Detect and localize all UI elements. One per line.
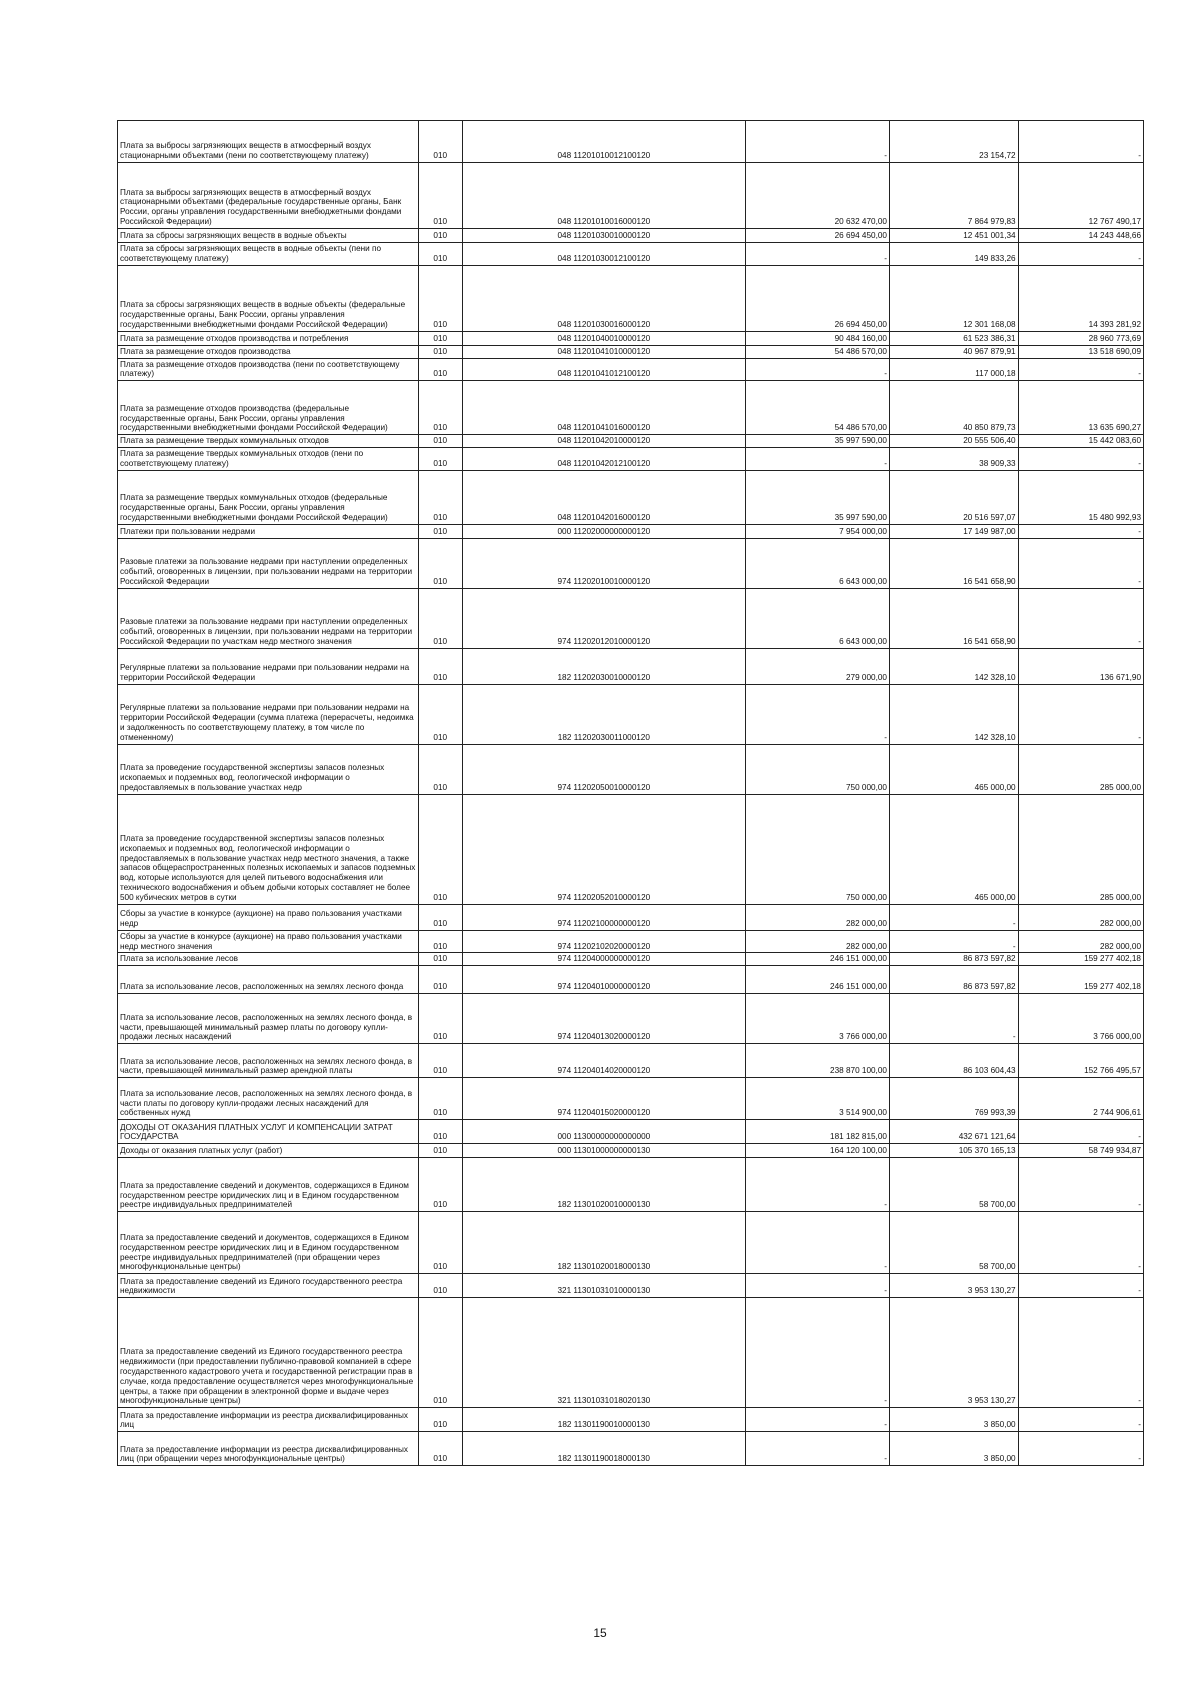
cell-executed: 86 873 597,82 xyxy=(889,966,1018,994)
cell-line: 010 xyxy=(418,1274,462,1298)
cell-approved: 26 694 450,00 xyxy=(745,265,889,331)
cell-unexecuted: - xyxy=(1018,538,1143,588)
cell-executed: 7 864 979,83 xyxy=(889,163,1018,229)
cell-name: Разовые платежи за пользование недрами при наступлении определенных событий, оговоренных в лицензии, при пользовании недрами на территории Российской Федерации xyxy=(118,538,419,588)
cell-code: 182 11301020018000130 xyxy=(462,1212,745,1274)
cell-line: 010 xyxy=(418,588,462,648)
cell-name: Плата за использование лесов, расположенных на землях лесного фонда xyxy=(118,966,419,994)
table-row xyxy=(118,904,1144,930)
cell-unexecuted: 3 766 000,00 xyxy=(1018,994,1143,1044)
cell-executed: 23 154,72 xyxy=(889,121,1018,163)
table-row xyxy=(118,1298,1144,1408)
cell-code: 048 11201041012100120 xyxy=(462,358,745,381)
cell-unexecuted: 159 277 402,18 xyxy=(1018,953,1143,966)
table-row xyxy=(118,538,1144,588)
cell-name: Разовые платежи за пользование недрами при наступлении определенных событий, оговоренных в лицензии, при пользовании недрами на территории Российской Федерации по участкам недр местного значения xyxy=(118,588,419,648)
cell-unexecuted: - xyxy=(1018,1274,1143,1298)
cell-executed: - xyxy=(889,994,1018,1044)
cell-name: Регулярные платежи за пользование недрами при пользовании недрами на территории Российской Федерации xyxy=(118,648,419,684)
cell-code: 048 11201030010000120 xyxy=(462,229,745,243)
cell-name: Плата за размещение отходов производства и потребления xyxy=(118,331,419,345)
cell-name: Плата за выбросы загрязняющих веществ в атмосферный воздух стационарными объектами (федеральные государственные органы, Банк России, органы управления государственными внебюджетными фондами Российской Федерации) xyxy=(118,163,419,229)
cell-line: 010 xyxy=(418,684,462,744)
report-sheet xyxy=(117,120,1144,1466)
cell-executed: 16 541 658,90 xyxy=(889,538,1018,588)
cell-name: Плата за предоставление информации из реестра дисквалифицированных лиц (при обращении через многофункциональные центры) xyxy=(118,1432,419,1466)
cell-name: Плата за проведение государственной экспертизы запасов полезных ископаемых и подземных вод, геологической информации о предоставляемых в пользование участках недр xyxy=(118,744,419,794)
cell-code: 182 11301020010000130 xyxy=(462,1158,745,1212)
cell-code: 048 11201040010000120 xyxy=(462,331,745,345)
cell-line: 010 xyxy=(418,229,462,243)
cell-code: 048 11201030016000120 xyxy=(462,265,745,331)
revenue-table-body xyxy=(118,121,1144,1466)
cell-line: 010 xyxy=(418,1298,462,1408)
cell-executed: 86 873 597,82 xyxy=(889,953,1018,966)
cell-line: 010 xyxy=(418,1120,462,1144)
cell-approved: 3 514 900,00 xyxy=(745,1078,889,1120)
table-row xyxy=(118,435,1144,448)
cell-code: 974 11204015020000120 xyxy=(462,1078,745,1120)
cell-line: 010 xyxy=(418,163,462,229)
cell-line: 010 xyxy=(418,345,462,358)
cell-unexecuted: 13 635 690,27 xyxy=(1018,381,1143,435)
table-row xyxy=(118,524,1144,538)
table-row xyxy=(118,994,1144,1044)
cell-name: Плата за размещение отходов производства xyxy=(118,345,419,358)
table-row xyxy=(118,648,1144,684)
cell-code: 974 11202050010000120 xyxy=(462,744,745,794)
cell-unexecuted: - xyxy=(1018,1298,1143,1408)
cell-name: Плата за использование лесов, расположенных на землях лесного фонда, в части платы по договору купли-продажи лесных насаждений для собственных нужд xyxy=(118,1078,419,1120)
cell-unexecuted: - xyxy=(1018,1120,1143,1144)
cell-approved: - xyxy=(745,358,889,381)
cell-unexecuted: - xyxy=(1018,448,1143,471)
cell-unexecuted: 2 744 906,61 xyxy=(1018,1078,1143,1120)
cell-approved: 35 997 590,00 xyxy=(745,435,889,448)
cell-line: 010 xyxy=(418,1078,462,1120)
cell-unexecuted: 13 518 690,09 xyxy=(1018,345,1143,358)
cell-executed: 142 328,10 xyxy=(889,648,1018,684)
cell-approved: 3 766 000,00 xyxy=(745,994,889,1044)
cell-code: 321 11301031018020130 xyxy=(462,1298,745,1408)
table-row xyxy=(118,953,1144,966)
cell-line: 010 xyxy=(418,1144,462,1158)
cell-executed: 16 541 658,90 xyxy=(889,588,1018,648)
cell-executed: 12 451 001,34 xyxy=(889,229,1018,243)
cell-unexecuted: - xyxy=(1018,524,1143,538)
table-row xyxy=(118,243,1144,266)
cell-approved: - xyxy=(745,1408,889,1432)
cell-unexecuted: - xyxy=(1018,1212,1143,1274)
cell-executed: 38 909,33 xyxy=(889,448,1018,471)
cell-line: 010 xyxy=(418,1432,462,1466)
cell-unexecuted: 152 766 495,57 xyxy=(1018,1044,1143,1078)
cell-approved: 7 954 000,00 xyxy=(745,524,889,538)
cell-approved: - xyxy=(745,1212,889,1274)
cell-code: 048 11201010012100120 xyxy=(462,121,745,163)
cell-executed: 12 301 168,08 xyxy=(889,265,1018,331)
cell-unexecuted: - xyxy=(1018,588,1143,648)
cell-name: Плата за размещение твердых коммунальных отходов (пени по соответствующему платежу) xyxy=(118,448,419,471)
cell-executed: 40 967 879,91 xyxy=(889,345,1018,358)
cell-name: Плата за сбросы загрязняющих веществ в водные объекты (пени по соответствующему платежу) xyxy=(118,243,419,266)
cell-approved: 54 486 570,00 xyxy=(745,381,889,435)
cell-executed: 40 850 879,73 xyxy=(889,381,1018,435)
cell-code: 974 11202010010000120 xyxy=(462,538,745,588)
cell-name: Плата за предоставление сведений и документов, содержащихся в Едином государственном реестре юридических лиц и в Едином государственном реестре индивидуальных предпринимателей xyxy=(118,1158,419,1212)
cell-executed: 86 103 604,43 xyxy=(889,1044,1018,1078)
cell-line: 010 xyxy=(418,121,462,163)
cell-unexecuted: 14 393 281,92 xyxy=(1018,265,1143,331)
cell-name: Плата за размещение твердых коммунальных отходов (федеральные государственные органы, Банк России, органы управления государственными внебюджетными фондами Российской Федерации) xyxy=(118,470,419,524)
cell-code: 974 11204014020000120 xyxy=(462,1044,745,1078)
cell-line: 010 xyxy=(418,331,462,345)
table-row xyxy=(118,265,1144,331)
cell-name: Сборы за участие в конкурсе (аукционе) на право пользования участками недр xyxy=(118,904,419,930)
table-row xyxy=(118,966,1144,994)
table-row xyxy=(118,470,1144,524)
table-row xyxy=(118,794,1144,904)
cell-name: Плата за использование лесов xyxy=(118,953,419,966)
cell-line: 010 xyxy=(418,435,462,448)
cell-name: Плата за размещение отходов производства (пени по соответствующему платежу) xyxy=(118,358,419,381)
cell-code: 182 11202030011000120 xyxy=(462,684,745,744)
table-row xyxy=(118,358,1144,381)
cell-unexecuted: 282 000,00 xyxy=(1018,930,1143,953)
cell-line: 010 xyxy=(418,953,462,966)
cell-approved: 26 694 450,00 xyxy=(745,229,889,243)
cell-approved: - xyxy=(745,243,889,266)
cell-unexecuted: 28 960 773,69 xyxy=(1018,331,1143,345)
cell-line: 010 xyxy=(418,744,462,794)
cell-executed: 20 555 506,40 xyxy=(889,435,1018,448)
cell-line: 010 xyxy=(418,904,462,930)
cell-executed: 3 850,00 xyxy=(889,1432,1018,1466)
table-row xyxy=(118,1432,1144,1466)
cell-line: 010 xyxy=(418,358,462,381)
cell-unexecuted: - xyxy=(1018,358,1143,381)
cell-unexecuted: 58 749 934,87 xyxy=(1018,1144,1143,1158)
cell-code: 000 11300000000000000 xyxy=(462,1120,745,1144)
cell-name: Плата за выбросы загрязняющих веществ в атмосферный воздух стационарными объектами (пени по соответствующему платежу) xyxy=(118,121,419,163)
cell-executed: 432 671 121,64 xyxy=(889,1120,1018,1144)
cell-line: 010 xyxy=(418,243,462,266)
cell-line: 010 xyxy=(418,381,462,435)
cell-executed: 769 993,39 xyxy=(889,1078,1018,1120)
table-row xyxy=(118,1158,1144,1212)
cell-approved: 6 643 000,00 xyxy=(745,538,889,588)
cell-line: 010 xyxy=(418,265,462,331)
cell-approved: 282 000,00 xyxy=(745,904,889,930)
cell-code: 974 11202102020000120 xyxy=(462,930,745,953)
cell-name: Плата за предоставление сведений и документов, содержащихся в Едином государственном реестре юридических лиц и в Едином государственном реестре индивидуальных предпринимателей (при обращении через многофункциональные центры) xyxy=(118,1212,419,1274)
cell-unexecuted: 15 480 992,93 xyxy=(1018,470,1143,524)
cell-approved: 750 000,00 xyxy=(745,794,889,904)
cell-line: 010 xyxy=(418,524,462,538)
cell-approved: 246 151 000,00 xyxy=(745,953,889,966)
table-row xyxy=(118,930,1144,953)
cell-approved: 246 151 000,00 xyxy=(745,966,889,994)
cell-executed: 105 370 165,13 xyxy=(889,1144,1018,1158)
cell-name: Плата за сбросы загрязняющих веществ в водные объекты xyxy=(118,229,419,243)
cell-approved: - xyxy=(745,684,889,744)
cell-name: Доходы от оказания платных услуг (работ) xyxy=(118,1144,419,1158)
cell-name: Плата за размещение твердых коммунальных отходов xyxy=(118,435,419,448)
cell-name: Плата за предоставление сведений из Единого государственного реестра недвижимости xyxy=(118,1274,419,1298)
cell-name: Плата за использование лесов, расположенных на землях лесного фонда, в части, превышающей минимальный размер арендной платы xyxy=(118,1044,419,1078)
cell-approved: 164 120 100,00 xyxy=(745,1144,889,1158)
cell-unexecuted: - xyxy=(1018,684,1143,744)
cell-code: 048 11201042016000120 xyxy=(462,470,745,524)
cell-executed: 17 149 987,00 xyxy=(889,524,1018,538)
cell-executed: - xyxy=(889,904,1018,930)
cell-approved: 181 182 815,00 xyxy=(745,1120,889,1144)
table-row xyxy=(118,121,1144,163)
table-row xyxy=(118,1212,1144,1274)
cell-approved: 54 486 570,00 xyxy=(745,345,889,358)
table-row xyxy=(118,381,1144,435)
cell-code: 974 11202100000000120 xyxy=(462,904,745,930)
cell-name: Плата за размещение отходов производства (федеральные государственные органы, Банк России, органы управления государственными внебюджетными фондами Российской Федерации) xyxy=(118,381,419,435)
cell-code: 974 11204000000000120 xyxy=(462,953,745,966)
table-row xyxy=(118,331,1144,345)
cell-name: Плата за проведение государственной экспертизы запасов полезных ископаемых и подземных вод, геологической информации о предоставляемых в пользование участках недр местного значения, а также запасов общераспространенных полезных ископаемых и запасов подземных вод, которые используются для целей питьевого водоснабжения или технического водоснабжения и объем добычи которых составляет не более 500 кубических метров в сутки xyxy=(118,794,419,904)
cell-unexecuted: 14 243 448,66 xyxy=(1018,229,1143,243)
cell-approved: 238 870 100,00 xyxy=(745,1044,889,1078)
cell-unexecuted: - xyxy=(1018,1158,1143,1212)
cell-code: 048 11201041010000120 xyxy=(462,345,745,358)
cell-code: 048 11201041016000120 xyxy=(462,381,745,435)
cell-code: 974 11202012010000120 xyxy=(462,588,745,648)
cell-line: 010 xyxy=(418,448,462,471)
cell-line: 010 xyxy=(418,470,462,524)
table-row xyxy=(118,684,1144,744)
cell-name: Плата за использование лесов, расположенных на землях лесного фонда, в части, превышающей минимальный размер платы по договору купли-продажи лесных насаждений xyxy=(118,994,419,1044)
revenue-table xyxy=(117,120,1144,1466)
cell-line: 010 xyxy=(418,994,462,1044)
cell-executed: 58 700,00 xyxy=(889,1158,1018,1212)
cell-code: 974 11204010000000120 xyxy=(462,966,745,994)
cell-line: 010 xyxy=(418,930,462,953)
cell-name: ДОХОДЫ ОТ ОКАЗАНИЯ ПЛАТНЫХ УСЛУГ И КОМПЕНСАЦИИ ЗАТРАТ ГОСУДАРСТВА xyxy=(118,1120,419,1144)
cell-code: 048 11201010016000120 xyxy=(462,163,745,229)
cell-code: 000 11202000000000120 xyxy=(462,524,745,538)
cell-line: 010 xyxy=(418,1158,462,1212)
cell-line: 010 xyxy=(418,1044,462,1078)
cell-executed: - xyxy=(889,930,1018,953)
cell-approved: 6 643 000,00 xyxy=(745,588,889,648)
cell-approved: 279 000,00 xyxy=(745,648,889,684)
cell-approved: 90 484 160,00 xyxy=(745,331,889,345)
cell-approved: - xyxy=(745,1432,889,1466)
cell-executed: 58 700,00 xyxy=(889,1212,1018,1274)
cell-line: 010 xyxy=(418,1212,462,1274)
cell-line: 010 xyxy=(418,1408,462,1432)
cell-approved: - xyxy=(745,1158,889,1212)
cell-code: 000 11301000000000130 xyxy=(462,1144,745,1158)
cell-executed: 465 000,00 xyxy=(889,794,1018,904)
cell-executed: 142 328,10 xyxy=(889,684,1018,744)
cell-code: 182 11301190010000130 xyxy=(462,1408,745,1432)
table-row xyxy=(118,345,1144,358)
cell-unexecuted: 136 671,90 xyxy=(1018,648,1143,684)
cell-executed: 117 000,18 xyxy=(889,358,1018,381)
cell-unexecuted: 285 000,00 xyxy=(1018,794,1143,904)
cell-approved: 750 000,00 xyxy=(745,744,889,794)
cell-unexecuted: 282 000,00 xyxy=(1018,904,1143,930)
cell-name: Регулярные платежи за пользование недрами при пользовании недрами на территории Российской Федерации (сумма платежа (перерасчеты, недоимка и задолженность по соответствующему платежу, в том числе по отмененному) xyxy=(118,684,419,744)
cell-executed: 3 953 130,27 xyxy=(889,1274,1018,1298)
cell-executed: 149 833,26 xyxy=(889,243,1018,266)
table-row xyxy=(118,1120,1144,1144)
cell-code: 048 11201042012100120 xyxy=(462,448,745,471)
cell-executed: 465 000,00 xyxy=(889,744,1018,794)
cell-approved: - xyxy=(745,1298,889,1408)
cell-name: Сборы за участие в конкурсе (аукционе) на право пользования участками недр местного значения xyxy=(118,930,419,953)
cell-line: 010 xyxy=(418,966,462,994)
cell-unexecuted: - xyxy=(1018,1408,1143,1432)
cell-code: 182 11202030010000120 xyxy=(462,648,745,684)
cell-executed: 3 953 130,27 xyxy=(889,1298,1018,1408)
cell-approved: 35 997 590,00 xyxy=(745,470,889,524)
cell-executed: 61 523 386,31 xyxy=(889,331,1018,345)
cell-name: Плата за предоставление сведений из Единого государственного реестра недвижимости (при предоставлении публично-правовой компанией в сфере государственного кадастрового учета и государственной регистрации прав в случае, когда предоставление осуществляется через многофункциональные центры, а также при обращении в электронной форме и выдаче через многофункциональные центры) xyxy=(118,1298,419,1408)
cell-unexecuted: - xyxy=(1018,1432,1143,1466)
cell-unexecuted: 12 767 490,17 xyxy=(1018,163,1143,229)
table-row xyxy=(118,1274,1144,1298)
cell-code: 182 11301190018000130 xyxy=(462,1432,745,1466)
cell-approved: - xyxy=(745,121,889,163)
table-row xyxy=(118,1144,1144,1158)
cell-unexecuted: - xyxy=(1018,243,1143,266)
cell-code: 974 11204013020000120 xyxy=(462,994,745,1044)
cell-name: Плата за сбросы загрязняющих веществ в водные объекты (федеральные государственные органы, Банк России, органы управления государственными внебюджетными фондами Российской Федерации) xyxy=(118,265,419,331)
cell-executed: 20 516 597,07 xyxy=(889,470,1018,524)
cell-line: 010 xyxy=(418,648,462,684)
cell-code: 048 11201042010000120 xyxy=(462,435,745,448)
cell-unexecuted: - xyxy=(1018,121,1143,163)
table-row xyxy=(118,744,1144,794)
cell-unexecuted: 159 277 402,18 xyxy=(1018,966,1143,994)
cell-code: 321 11301031010000130 xyxy=(462,1274,745,1298)
cell-executed: 3 850,00 xyxy=(889,1408,1018,1432)
cell-code: 974 11202052010000120 xyxy=(462,794,745,904)
cell-line: 010 xyxy=(418,538,462,588)
cell-line: 010 xyxy=(418,794,462,904)
table-row xyxy=(118,448,1144,471)
table-row xyxy=(118,1078,1144,1120)
table-row xyxy=(118,163,1144,229)
cell-approved: - xyxy=(745,448,889,471)
cell-approved: - xyxy=(745,1274,889,1298)
table-row xyxy=(118,1044,1144,1078)
table-row xyxy=(118,229,1144,243)
cell-name: Платежи при пользовании недрами xyxy=(118,524,419,538)
page-number: 15 xyxy=(593,1626,607,1640)
cell-approved: 282 000,00 xyxy=(745,930,889,953)
cell-code: 048 11201030012100120 xyxy=(462,243,745,266)
cell-unexecuted: 285 000,00 xyxy=(1018,744,1143,794)
cell-approved: 20 632 470,00 xyxy=(745,163,889,229)
cell-name: Плата за предоставление информации из реестра дисквалифицированных лиц xyxy=(118,1408,419,1432)
table-row xyxy=(118,1408,1144,1432)
table-row xyxy=(118,588,1144,648)
cell-unexecuted: 15 442 083,60 xyxy=(1018,435,1143,448)
